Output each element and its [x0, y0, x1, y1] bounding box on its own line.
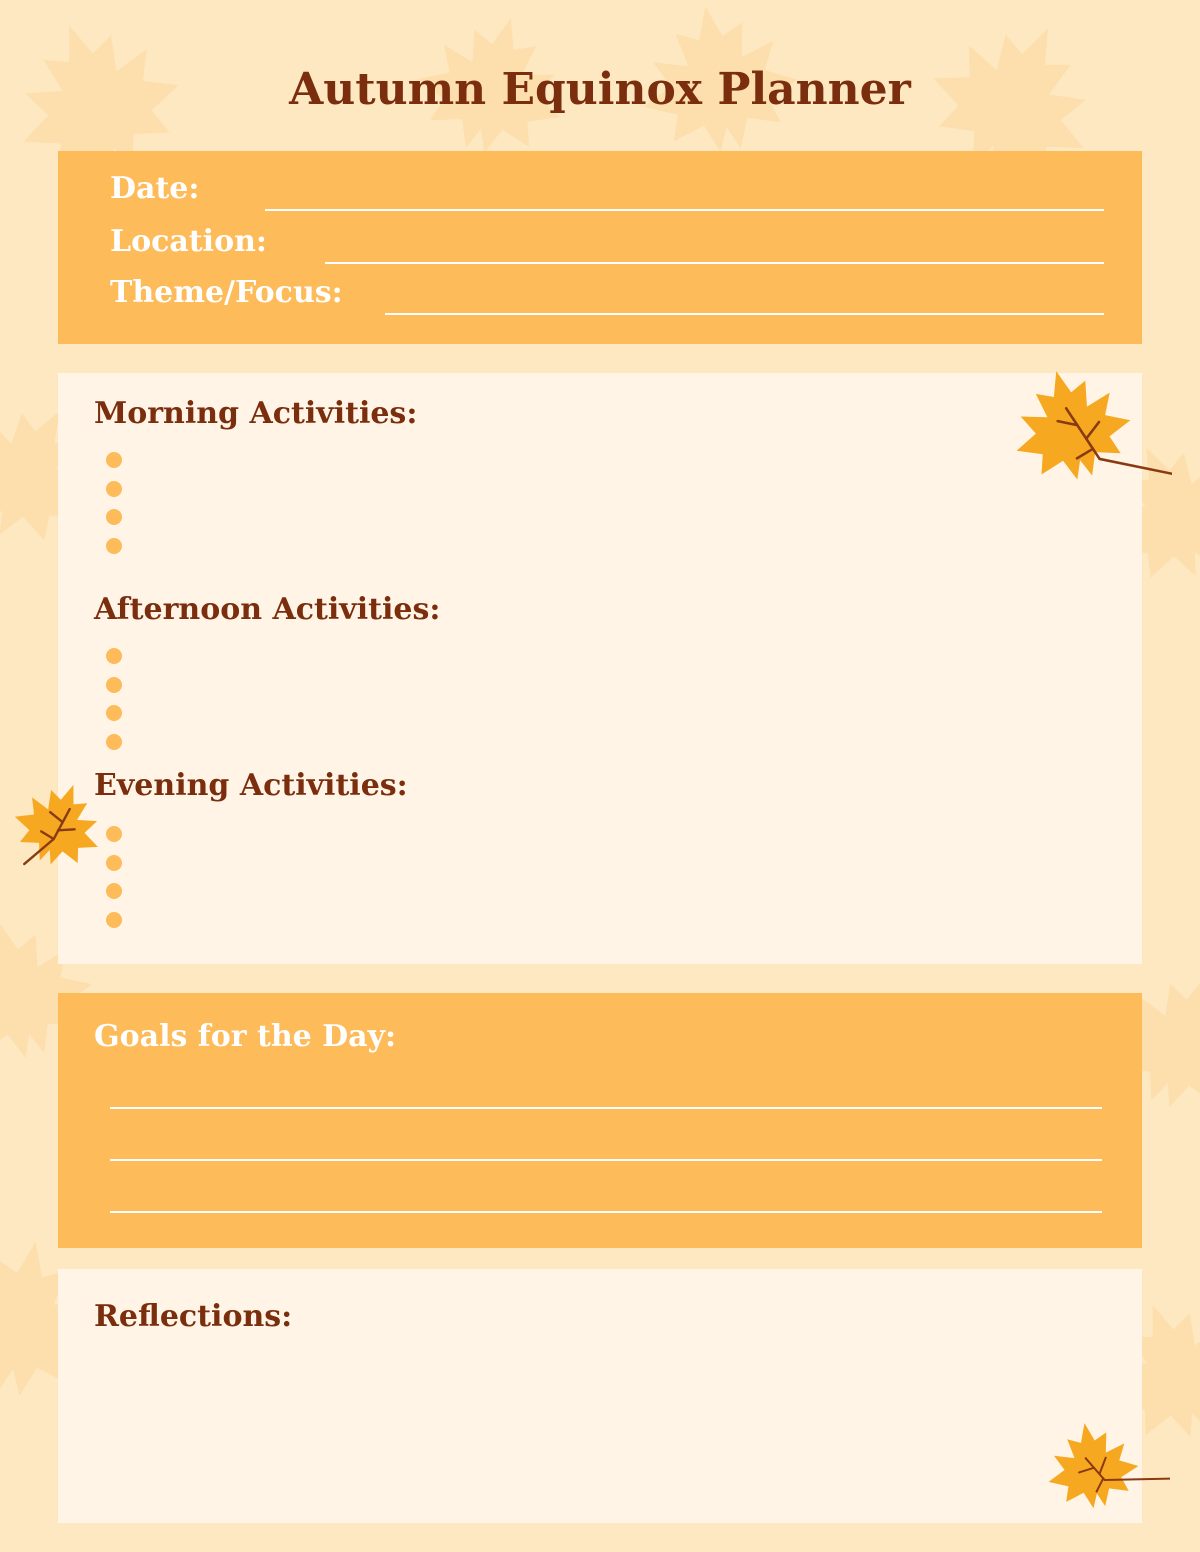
list-bullet[interactable]: [106, 855, 122, 871]
list-bullet[interactable]: [106, 912, 122, 928]
goals-heading: Goals for the Day:: [94, 1019, 397, 1054]
goal-line-1[interactable]: [110, 1107, 1102, 1109]
list-bullet[interactable]: [106, 705, 122, 721]
list-bullet[interactable]: [106, 452, 122, 468]
list-bullet[interactable]: [106, 826, 122, 842]
activities-panel: [58, 373, 1142, 964]
afternoon-list: [106, 648, 122, 763]
list-bullet[interactable]: [106, 538, 122, 554]
theme-field[interactable]: [385, 313, 1104, 315]
location-row: [110, 224, 1104, 264]
evening-list: [106, 826, 122, 941]
maple-leaf-icon: [1012, 368, 1172, 498]
reflections-heading: Reflections:: [94, 1299, 293, 1334]
reflections-panel: [58, 1269, 1142, 1523]
theme-row: [110, 275, 1104, 315]
maple-leaf-icon: [1046, 1422, 1170, 1522]
location-label: Location:: [110, 224, 267, 259]
list-bullet[interactable]: [106, 677, 122, 693]
goal-line-3[interactable]: [110, 1211, 1102, 1213]
list-bullet[interactable]: [106, 481, 122, 497]
list-bullet[interactable]: [106, 883, 122, 899]
list-bullet[interactable]: [106, 648, 122, 664]
evening-heading: Evening Activities:: [94, 768, 408, 803]
theme-label: Theme/Focus:: [110, 275, 343, 310]
date-field[interactable]: [265, 209, 1104, 211]
list-bullet[interactable]: [106, 734, 122, 750]
location-field[interactable]: [325, 262, 1104, 264]
goals-panel: [58, 993, 1142, 1248]
morning-list: [106, 452, 122, 567]
page-title: Autumn Equinox Planner: [289, 64, 911, 115]
date-label: Date:: [110, 171, 200, 206]
date-row: [110, 171, 1104, 211]
morning-heading: Morning Activities:: [94, 396, 418, 431]
list-bullet[interactable]: [106, 509, 122, 525]
goal-line-2[interactable]: [110, 1159, 1102, 1161]
event-info-panel: [58, 151, 1142, 344]
maple-leaf-icon: [8, 782, 106, 878]
afternoon-heading: Afternoon Activities:: [94, 592, 441, 627]
